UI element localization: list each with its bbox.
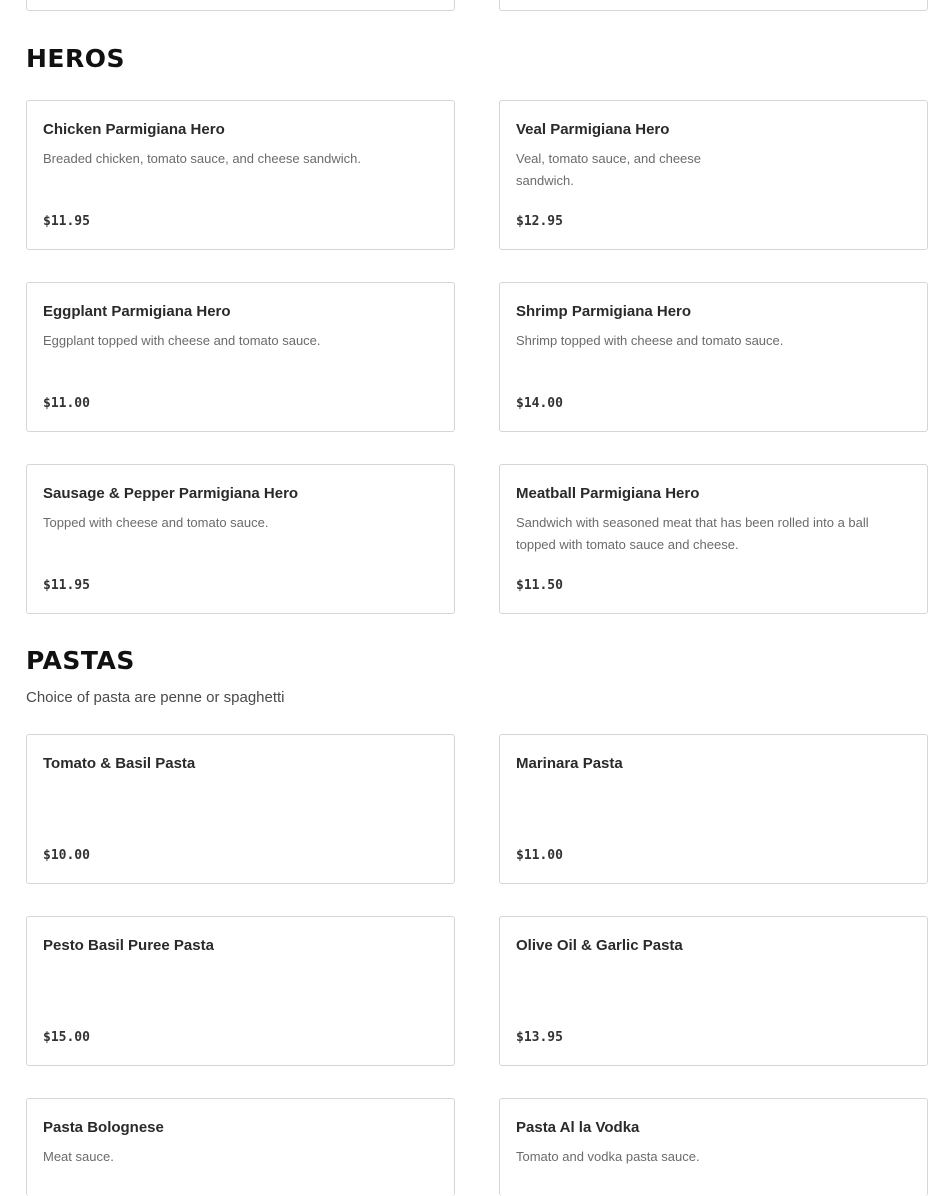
menu-item-price: $11.00 <box>43 396 90 411</box>
menu-item-name: Pesto Basil Puree Pasta <box>43 937 214 954</box>
menu-item-description: Shrimp topped with cheese and tomato sauce. <box>516 333 784 348</box>
menu-item-card[interactable] <box>499 734 928 884</box>
menu-item-name: Chicken Parmigiana Hero <box>43 121 225 138</box>
menu-item-price: $14.00 <box>516 396 563 411</box>
menu-item-price: $15.00 <box>43 1030 90 1045</box>
menu-item-description: Tomato and vodka pasta sauce. <box>516 1149 700 1164</box>
menu-item-card[interactable] <box>26 1098 455 1196</box>
menu-item-card-partial[interactable] <box>26 0 455 11</box>
menu-item-card[interactable] <box>26 734 455 884</box>
menu-item-card[interactable] <box>26 282 455 432</box>
section-title-pastas: PASTAS <box>26 646 135 675</box>
menu-item-description: Topped with cheese and tomato sauce. <box>43 515 269 530</box>
menu-item-name: Marinara Pasta <box>516 755 623 772</box>
menu-item-price: $11.95 <box>43 578 90 593</box>
menu-item-price: $11.50 <box>516 578 563 593</box>
menu-item-name: Tomato & Basil Pasta <box>43 755 196 772</box>
menu-item-name: Shrimp Parmigiana Hero <box>516 303 692 320</box>
section-subtitle: Choice of pasta are penne or spaghetti <box>26 689 285 706</box>
menu-item-name: Pasta Bolognese <box>43 1119 164 1136</box>
menu-item-price: $10.00 <box>43 848 90 863</box>
menu-item-card[interactable] <box>499 282 928 432</box>
menu-item-card[interactable] <box>26 100 455 250</box>
menu-item-name: Meatball Parmigiana Hero <box>516 485 700 502</box>
menu-item-description: Eggplant topped with cheese and tomato sauce. <box>43 333 321 348</box>
menu-item-description: Sandwich with seasoned meat that has been rolled into a ball topped with tomato sauce and cheese. <box>516 515 869 552</box>
menu-item-card[interactable] <box>499 1098 928 1196</box>
menu-item-price: $11.00 <box>516 848 563 863</box>
menu-item-price: $12.95 <box>516 214 563 229</box>
menu-item-price: $11.95 <box>43 214 90 229</box>
menu-item-description: Meat sauce. <box>43 1149 114 1164</box>
menu-item-description: Veal, tomato sauce, and cheese sandwich. <box>516 151 702 188</box>
menu-item-card[interactable] <box>26 464 455 614</box>
menu-item-name: Sausage & Pepper Parmigiana Hero <box>43 485 299 502</box>
menu-item-name: Pasta Al la Vodka <box>516 1119 640 1136</box>
menu-item-name: Veal Parmigiana Hero <box>516 121 670 138</box>
menu-item-card[interactable] <box>499 100 928 250</box>
menu-item-price: $13.95 <box>516 1030 563 1045</box>
menu-item-card[interactable] <box>499 916 928 1066</box>
menu-item-card-partial[interactable] <box>499 0 928 11</box>
menu-item-card[interactable] <box>26 916 455 1066</box>
menu-item-name: Eggplant Parmigiana Hero <box>43 303 231 320</box>
menu-item-card[interactable] <box>499 464 928 614</box>
menu-item-description: Breaded chicken, tomato sauce, and cheese sandwich. <box>43 151 361 166</box>
menu-item-name: Olive Oil & Garlic Pasta <box>516 937 683 954</box>
section-title-heros: HEROS <box>26 44 126 73</box>
